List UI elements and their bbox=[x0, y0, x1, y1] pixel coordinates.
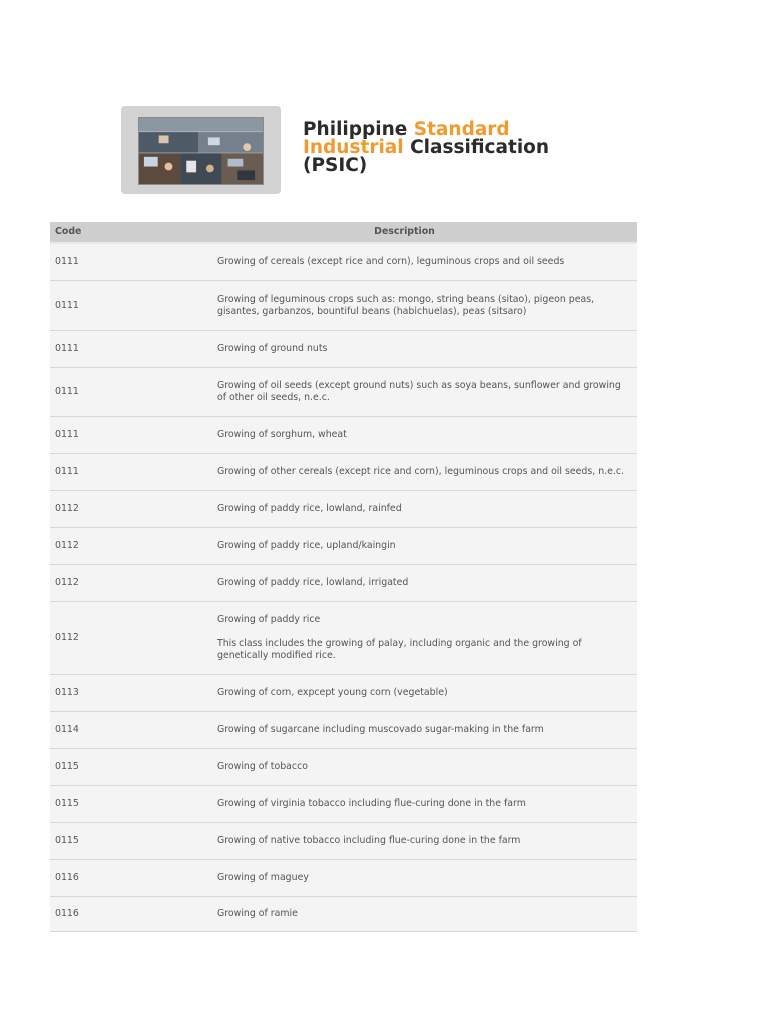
table-row bbox=[50, 368, 637, 417]
row-code: 0112 bbox=[55, 577, 79, 588]
table-row bbox=[50, 417, 637, 454]
description-paragraph: Growing of oil seeds (except ground nuts) such as soya beans, sunflower and growing of other oil seeds, n.e.c. bbox=[217, 380, 621, 403]
logo-frame bbox=[121, 106, 281, 194]
table-body bbox=[50, 244, 637, 932]
table-row bbox=[50, 244, 637, 281]
row-description bbox=[217, 429, 637, 441]
document-title bbox=[303, 121, 549, 175]
description-paragraph: Growing of ground nuts bbox=[217, 343, 328, 354]
row-code: 0111 bbox=[55, 386, 79, 397]
table-row bbox=[50, 897, 637, 932]
row-description bbox=[217, 835, 637, 847]
row-code: 0114 bbox=[55, 724, 79, 735]
table-row bbox=[50, 528, 637, 565]
row-description bbox=[217, 872, 637, 884]
table-row bbox=[50, 281, 637, 331]
table-row bbox=[50, 712, 637, 749]
row-description bbox=[217, 466, 637, 478]
table-row bbox=[50, 565, 637, 602]
row-code: 0111 bbox=[55, 299, 79, 311]
title-word-philippine: Philippine bbox=[303, 119, 414, 140]
row-code: 0111 bbox=[55, 256, 79, 267]
table-row bbox=[50, 860, 637, 897]
description-paragraph: Growing of maguey bbox=[217, 872, 309, 883]
row-code: 0116 bbox=[55, 872, 79, 883]
description-paragraph: Growing of paddy rice bbox=[217, 614, 321, 625]
row-code: 0115 bbox=[55, 835, 79, 846]
table-row bbox=[50, 454, 637, 491]
description-paragraph: Growing of cereals (except rice and corn), leguminous crops and oil seeds bbox=[217, 256, 565, 267]
row-description bbox=[217, 687, 637, 699]
row-description bbox=[217, 761, 637, 773]
title-line-3: (PSIC) bbox=[303, 155, 368, 176]
row-description bbox=[217, 724, 637, 736]
description-paragraph: Growing of paddy rice, upland/kaingin bbox=[217, 540, 396, 551]
row-description bbox=[217, 614, 637, 662]
factory-photo bbox=[138, 117, 264, 185]
row-code: 0115 bbox=[55, 798, 79, 809]
title-word-classification: Classification bbox=[403, 137, 550, 158]
description-paragraph: Growing of native tobacco including flue-curing done in the farm bbox=[217, 835, 521, 846]
column-header-description: Description bbox=[374, 226, 435, 237]
column-header-code: Code bbox=[55, 226, 82, 237]
table-row bbox=[50, 675, 637, 712]
row-description bbox=[217, 577, 637, 589]
row-code: 0112 bbox=[55, 540, 79, 551]
description-paragraph: Growing of virginia tobacco including flue-curing done in the farm bbox=[217, 798, 526, 809]
row-code: 0111 bbox=[55, 429, 79, 440]
title-word-standard: Standard bbox=[413, 119, 510, 140]
title-word-industrial: Industrial bbox=[303, 137, 404, 158]
description-paragraph: Growing of paddy rice, lowland, irrigated bbox=[217, 577, 409, 588]
description-paragraph: This class includes the growing of palay, including organic and the growing of genetically modified rice. bbox=[217, 638, 582, 661]
row-description bbox=[217, 380, 637, 404]
row-code: 0111 bbox=[55, 343, 79, 354]
row-description bbox=[217, 798, 637, 810]
table-row bbox=[50, 786, 637, 823]
row-description bbox=[217, 294, 637, 318]
table-row bbox=[50, 602, 637, 675]
table-row bbox=[50, 491, 637, 528]
row-code: 0116 bbox=[55, 908, 79, 919]
description-paragraph: Growing of other cereals (except rice and corn), leguminous crops and oil seeds, n.e.c. bbox=[217, 466, 625, 477]
description-paragraph: Growing of paddy rice, lowland, rainfed bbox=[217, 503, 402, 514]
table-row bbox=[50, 331, 637, 368]
row-code: 0112 bbox=[55, 503, 79, 514]
row-code: 0115 bbox=[55, 761, 79, 772]
table-header bbox=[50, 222, 637, 244]
psic-table bbox=[50, 222, 637, 932]
row-description bbox=[217, 540, 637, 552]
table-row bbox=[50, 749, 637, 786]
row-description bbox=[217, 256, 637, 268]
table-row bbox=[50, 823, 637, 860]
description-paragraph: Growing of tobacco bbox=[217, 761, 308, 772]
description-paragraph: Growing of sorghum, wheat bbox=[217, 429, 347, 440]
row-code: 0113 bbox=[55, 687, 79, 698]
row-description bbox=[217, 343, 637, 355]
row-description bbox=[217, 908, 637, 920]
description-paragraph: Growing of sugarcane including muscovado sugar-making in the farm bbox=[217, 724, 544, 735]
row-code: 0111 bbox=[55, 466, 79, 477]
row-code: 0112 bbox=[55, 632, 79, 643]
row-description bbox=[217, 503, 637, 515]
description-paragraph: Growing of ramie bbox=[217, 908, 298, 919]
description-paragraph: Growing of corn, expcept young corn (vegetable) bbox=[217, 687, 448, 698]
description-paragraph: Growing of leguminous crops such as: mongo, string beans (sitao), pigeon peas, gisantes, garbanzos, bountiful beans (habichuelas), peas (sitsaro) bbox=[217, 293, 595, 317]
